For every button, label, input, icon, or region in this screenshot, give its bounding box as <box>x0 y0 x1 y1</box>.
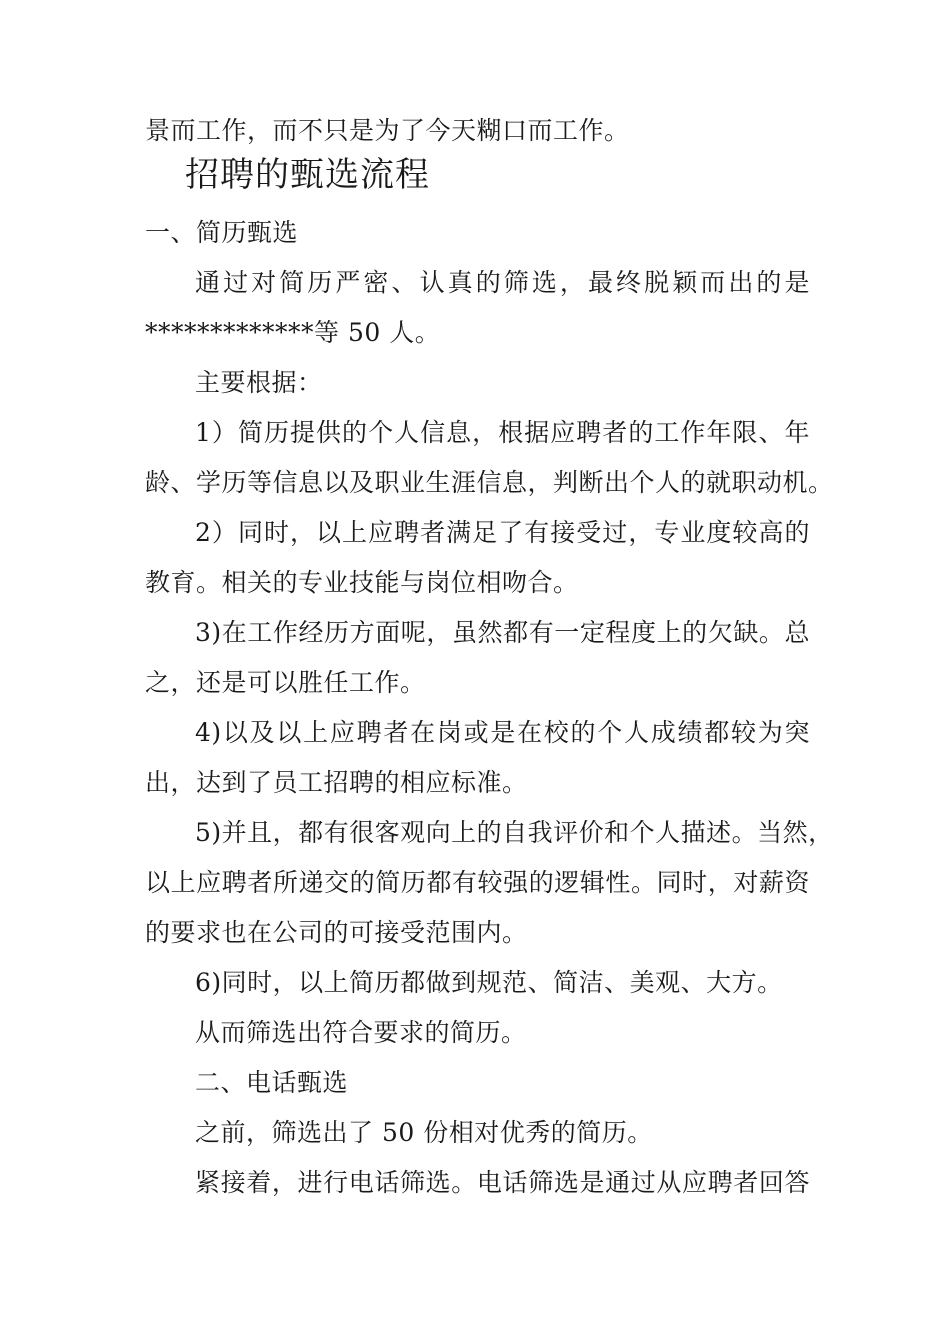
intro-line-2: *************等 50 人。 <box>145 318 441 347</box>
conclusion-line: 从而筛选出符合要求的简历。 <box>195 1018 527 1047</box>
item4-line-1: 4)以及以上应聘者在岗或是在校的个人成绩都较为突 <box>195 718 810 747</box>
item2-line-2: 教育。相关的专业技能与岗位相吻合。 <box>145 568 579 597</box>
item5-line-2: 以上应聘者所递交的简历都有较强的逻辑性。同时，对薪资 <box>145 868 810 897</box>
item5-line-1: 5)并且，都有很客观向上的自我评价和个人描述。当然， <box>195 818 834 847</box>
carryover-line: 景而工作，而不只是为了今天糊口而工作。 <box>145 116 630 145</box>
phone-line-2: 紧接着，进行电话筛选。电话筛选是通过从应聘者回答 <box>195 1168 810 1197</box>
page-title: 招聘的甄选流程 <box>185 155 430 195</box>
section2-heading: 二、电话甄选 <box>195 1068 349 1097</box>
item4-line-2: 出，达到了员工招聘的相应标准。 <box>145 768 528 797</box>
item1-line-2: 龄、学历等信息以及职业生涯信息，判断出个人的就职动机。 <box>145 468 834 497</box>
item3-line-2: 之，还是可以胜任工作。 <box>145 668 426 697</box>
item5-line-3: 的要求也在公司的可接受范围内。 <box>145 918 528 947</box>
item2-line-1: 2）同时，以上应聘者满足了有接受过，专业度较高的 <box>195 518 810 547</box>
section1-heading: 一、简历甄选 <box>145 218 299 247</box>
intro-line-1: 通过对简历严密、认真的筛选，最终脱颖而出的是 <box>195 268 810 297</box>
item1-line-1: 1）简历提供的个人信息，根据应聘者的工作年限、年 <box>195 418 810 447</box>
basis-label: 主要根据： <box>195 368 323 397</box>
phone-line-1: 之前，筛选出了 50 份相对优秀的简历。 <box>195 1118 653 1147</box>
item3-line-1: 3)在工作经历方面呢，虽然都有一定程度上的欠缺。总 <box>195 618 810 647</box>
item6-line-1: 6)同时，以上简历都做到规范、简洁、美观、大方。 <box>195 968 783 997</box>
